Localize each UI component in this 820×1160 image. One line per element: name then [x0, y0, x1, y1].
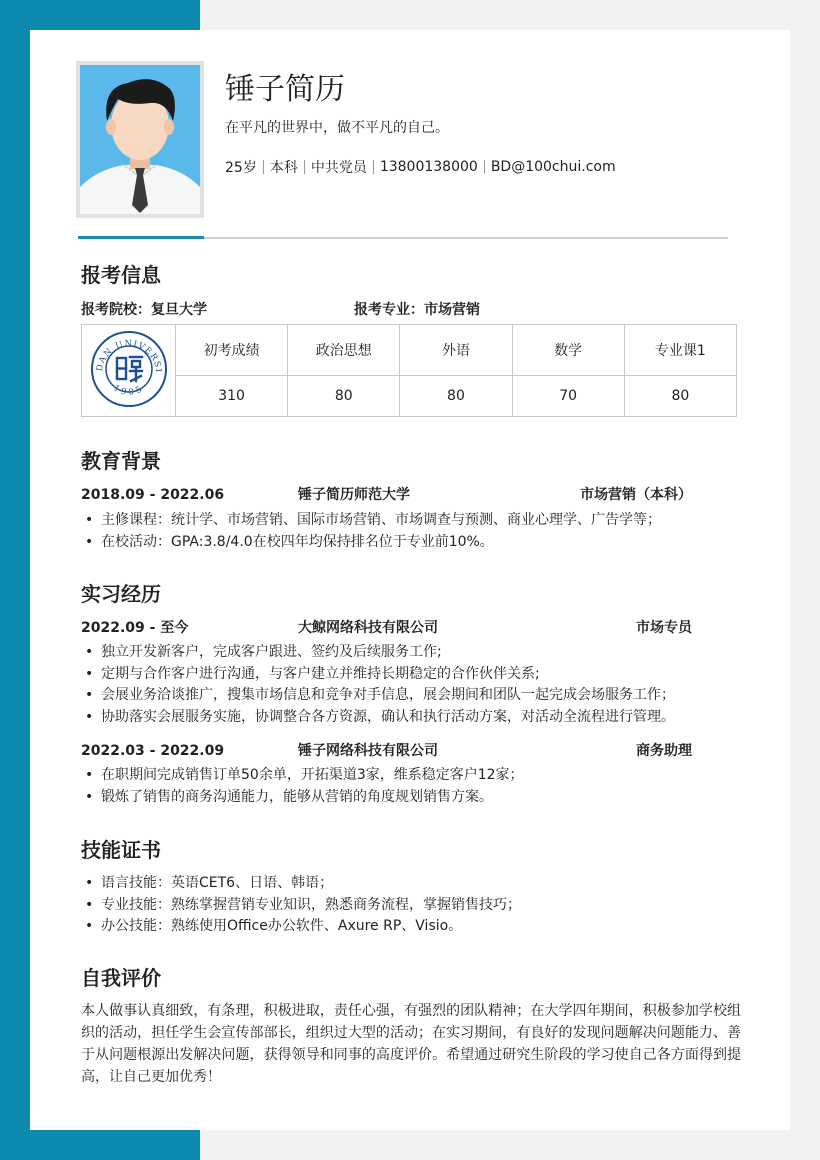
score-table	[81, 324, 737, 417]
score-header-total: 初考成绩	[176, 325, 288, 376]
job-role: 市场专员	[636, 620, 692, 636]
education-school: 锤子简历师范大学	[298, 487, 410, 503]
header-divider-accent	[78, 236, 204, 239]
contact-divider	[304, 160, 305, 174]
section-title-skills: 技能证书	[81, 838, 161, 862]
section-title-education: 教育背景	[81, 449, 161, 473]
job-period: 2022.03 - 2022.09	[81, 743, 225, 759]
score-value-major1: 80	[624, 375, 736, 416]
contact-divider	[373, 160, 374, 174]
section-title-self-evaluation: 自我评价	[81, 966, 161, 990]
header-divider	[78, 237, 728, 239]
job-company: 锤子网络科技有限公司	[298, 743, 438, 759]
contact-divider	[263, 160, 264, 174]
contact-divider	[484, 160, 485, 174]
score-header-major1: 专业课1	[624, 325, 736, 376]
contact-phone: 13800138000	[379, 159, 478, 175]
job-role: 商务助理	[636, 743, 692, 759]
contact-age: 25岁	[225, 160, 257, 176]
section-title-internship: 实习经历	[81, 582, 161, 606]
contact-line	[225, 157, 616, 177]
self-evaluation-text: 本人做事认真细致，有条理，积极进取，责任心强，有强烈的团队精神；在大学四年期间，积极参加学校组织的活动，担任学生会宣传部部长，组织过大型的活动；在实习期间，有良好的发现问题解决问题能力、善于从问题根源出发解决问题，获得领导和同事的高度评价。希望通过研究生阶段的学习使自己各方面得到提高，让自己更加优秀！	[81, 1003, 741, 1085]
list-item: • 协助落实会展服务实施，协调整合各方资源，确认和执行活动方案，对活动全流程进行管理。	[81, 707, 675, 729]
svg-text:1905	[111, 383, 146, 398]
list-item: • 定期与合作客户进行沟通，与客户建立并维持长期稳定的合作伙伴关系;	[81, 664, 675, 686]
skills-list	[81, 873, 521, 938]
score-value-language: 80	[400, 375, 512, 416]
exam-school: 报考院校：复旦大学	[81, 302, 207, 318]
list-item: • 在校活动：GPA:3.8/4.0在校四年均保持排名位于专业前10%。	[81, 532, 661, 554]
university-seal-logo	[89, 329, 169, 409]
list-item: • 语言技能：英语CET6、日语、韩语；	[81, 873, 521, 895]
score-value-politics: 80	[288, 375, 400, 416]
list-item: • 主修课程：统计学、市场营销、国际市场营销、市场调查与预测、商业心理学、广告学等；	[81, 510, 661, 532]
list-item: • 锻炼了销售的商务沟通能力，能够从营销的角度规划销售方案。	[81, 787, 524, 809]
section-title-exam: 报考信息	[81, 263, 161, 287]
score-value-total: 310	[176, 375, 288, 416]
education-list	[81, 510, 661, 553]
university-seal-cell	[82, 325, 176, 417]
profile-photo	[76, 61, 204, 218]
score-header-math: 数学	[512, 325, 624, 376]
job-period: 2022.09 - 至今	[81, 620, 189, 636]
score-header-politics: 政治思想	[288, 325, 400, 376]
list-item: • 独立开发新客户，完成客户跟进、签约及后续服务工作;	[81, 642, 675, 664]
seal-year: 1905	[111, 382, 146, 398]
job-duties-list	[81, 642, 675, 728]
contact-degree: 本科	[269, 160, 298, 176]
score-value-math: 70	[512, 375, 624, 416]
education-major: 市场营销（本科）	[580, 487, 692, 503]
resume-title: 锤子简历	[225, 72, 345, 107]
score-header-language: 外语	[400, 325, 512, 376]
job-duties-list	[81, 765, 524, 808]
seal-arc-text: DAN UNIVERSI	[94, 338, 163, 374]
list-item: • 专业技能：熟练掌握营销专业知识，熟悉商务流程，掌握销售技巧；	[81, 895, 521, 917]
list-item: • 会展业务洽谈推广，搜集市场信息和竞争对手信息，展会期间和团队一起完成会场服务工作；	[81, 685, 675, 707]
exam-major: 报考专业：市场营销	[354, 302, 480, 318]
list-item: • 办公技能：熟练使用Office办公软件、Axure RP、Visio。	[81, 916, 521, 938]
list-item: • 在职期间完成销售订单50余单，开拓渠道3家，维系稳定客户12家；	[81, 765, 524, 787]
contact-email: BD@100chui.com	[490, 159, 616, 175]
avatar-illustration	[80, 65, 200, 214]
education-period: 2018.09 - 2022.06	[81, 487, 225, 503]
job-company: 大鲸网络科技有限公司	[298, 620, 438, 636]
contact-politics: 中共党员	[310, 160, 367, 176]
motto: 在平凡的世界中，做不平凡的自己。	[225, 120, 449, 136]
